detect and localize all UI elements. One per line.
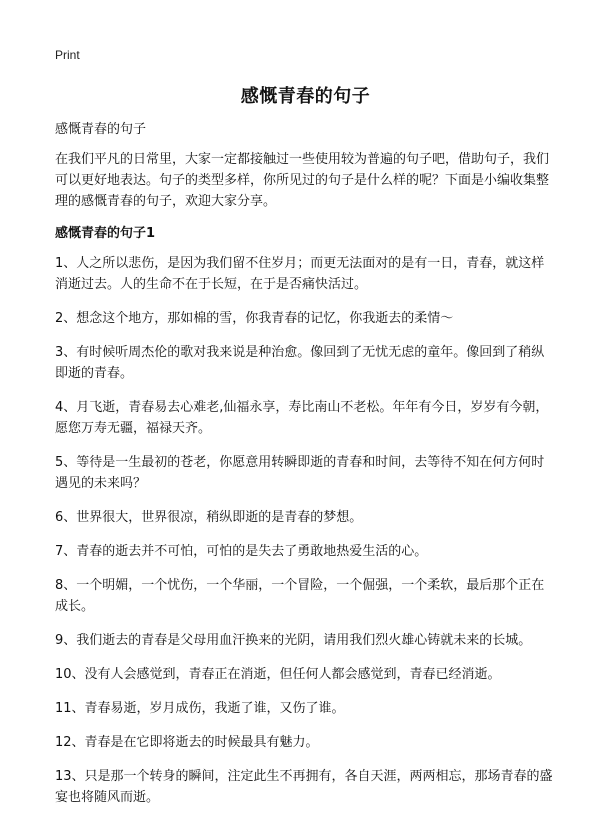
list-item: 7、青春的逝去并不可怕，可怕的是失去了勇敢地热爱生活的心。	[55, 544, 428, 559]
list-item: 13、只是那一个转身的瞬间，注定此生不再拥有，各自天涯，两两相忘，那场青春的盛宴也将随风而逝。	[55, 769, 553, 805]
section-heading: 感慨青春的句子1	[55, 226, 156, 241]
list-item: 9、我们逝去的青春是父母用血汗换来的光阴，请用我们烈火雄心铸就未来的长城。	[55, 633, 532, 648]
list-item: 2、想念这个地方，那如棉的雪，你我青春的记忆，你我逝去的柔情～	[55, 311, 454, 326]
sentence-list	[55, 253, 556, 808]
list-item: 3、有时候听周杰伦的歌对我来说是种治愈。像回到了无忧无虑的童年。像回到了稍纵即逝的青春。	[55, 345, 545, 381]
list-item: 10、没有人会感觉到，青春正在消逝，但任何人都会感觉到，青春已经消逝。	[55, 667, 501, 682]
list-item: 6、世界很大，世界很凉，稍纵即逝的是青春的梦想。	[55, 510, 363, 525]
page-title: 感慨青春的句子	[240, 86, 371, 107]
list-item: 8、一个明媚，一个忧伤，一个华丽，一个冒险，一个倔强，一个柔软，最后那个正在成长。	[55, 578, 545, 614]
list-item: 4、月飞逝，青春易去心难老,仙福永享，寿比南山不老松。年年有今日，岁岁有今朝，愿您万寿无疆，福禄天齐。	[55, 400, 549, 436]
list-item: 12、青春是在它即将逝去的时候最具有魅力。	[55, 735, 319, 750]
list-item: 11、青春易逝，岁月成伤，我逝了谁，又伤了谁。	[55, 701, 345, 716]
list-item: 5、等待是一生最初的苍老，你愿意用转瞬即逝的青春和时间，去等待不知在何方何时遇见的未来吗？	[55, 455, 545, 491]
intro-paragraph: 在我们平凡的日常里，大家一定都接触过一些使用较为普遍的句子吧，借助句子，我们可以更好地表达。句子的类型多样，你所见过的句子是什么样的呢？下面是小编收集整理的感慨青春的句子，欢迎大家分享。	[55, 152, 550, 209]
list-item: 1、人之所以悲伤，是因为我们留不住岁月；而更无法面对的是有一日，青春，就这样消逝过去。人的生命不在于长短，在于是否痛快活过。	[55, 256, 545, 292]
print-link[interactable]: Print	[55, 48, 80, 62]
article-subtitle: 感慨青春的句子	[55, 122, 147, 137]
